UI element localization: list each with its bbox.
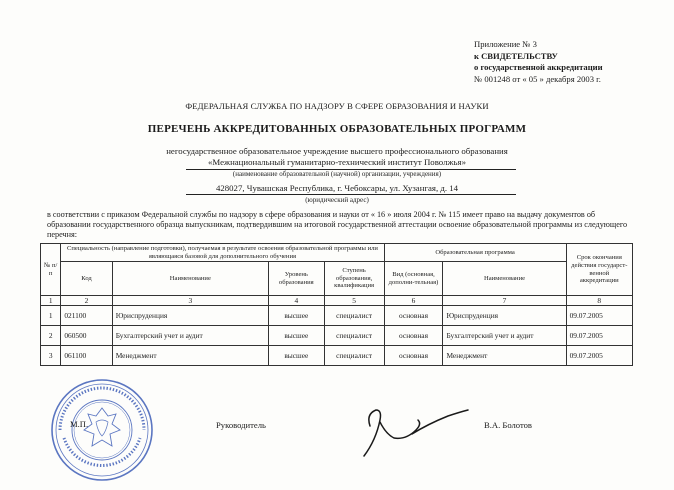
row-level: высшее: [268, 346, 324, 366]
row-degree: специалист: [324, 346, 384, 366]
appendix-block: [474, 39, 603, 85]
row-level: высшее: [268, 326, 324, 346]
header-level: Уровень образования: [268, 262, 324, 296]
row-level: высшее: [268, 306, 324, 326]
institution-block: [0, 146, 674, 168]
header-program-group: Образовательная программа: [384, 244, 566, 262]
institution-line-1: негосударственное образовательное учреждение высшего профессионального образования: [166, 146, 508, 156]
row-kind: основная: [384, 306, 443, 326]
seal-place-label: М.П.: [70, 419, 89, 429]
row-code: 060500: [61, 326, 112, 346]
appendix-line-3: о государственной аккредитации: [474, 62, 603, 72]
row-code: 021100: [61, 306, 112, 326]
agency-name: ФЕДЕРАЛЬНАЯ СЛУЖБА ПО НАДЗОРУ В СФЕРЕ ОБРАЗОВАНИЯ И НАУКИ: [185, 101, 489, 111]
column-number: 3: [112, 296, 268, 306]
column-number: 4: [268, 296, 324, 306]
appendix-line-1: Приложение № 3: [474, 39, 537, 49]
header-name: Наименование: [112, 262, 268, 296]
row-term: 09.07.2005: [566, 346, 632, 366]
row-program: Менеджмент: [443, 346, 566, 366]
row-number: 2: [41, 326, 61, 346]
table-row: [41, 346, 633, 366]
address-caption: (юридический адрес): [305, 196, 369, 204]
programs-table: [40, 243, 633, 366]
header-term: Срок окончания действия государст-венной аккредитации: [566, 244, 632, 296]
address-value: 428027, Чувашская Республика, г. Чебоксары, ул. Хузангая, д. 14: [215, 183, 459, 193]
institution-caption: (наименование образовательной (научной) организации, учреждения): [232, 170, 442, 178]
row-kind: основная: [384, 346, 443, 366]
handwritten-signature: [352, 400, 472, 462]
row-name: Менеджмент: [112, 346, 268, 366]
official-seal-stamp: [50, 378, 154, 482]
column-number: 8: [566, 296, 632, 306]
column-number: 6: [384, 296, 443, 306]
row-name: Юриспруденция: [112, 306, 268, 326]
row-degree: специалист: [324, 306, 384, 326]
header-program-name: Наименование: [443, 262, 566, 296]
address-underline: [186, 194, 516, 195]
institution-line-2: «Межнациональный гуманитарно-технический институт Поволжья»: [207, 157, 467, 167]
column-number: 1: [41, 296, 61, 306]
appendix-line-4: № 001248 от « 05 » декабря 2003 г.: [474, 73, 601, 84]
signer-name: В.А. Болотов: [484, 420, 532, 430]
row-degree: специалист: [324, 326, 384, 346]
header-code: Код: [61, 262, 112, 296]
row-program: Юриспруденция: [443, 306, 566, 326]
column-number: 7: [443, 296, 566, 306]
header-kind: Вид (основная, дополни-тельная): [384, 262, 443, 296]
header-specialty-group: Специальность (направление подготовки), получаемая в результате освоения образовательной программы или являющаяся базовой для дополнительного обучения: [61, 244, 384, 262]
row-term: 09.07.2005: [566, 306, 632, 326]
table-row: [41, 306, 633, 326]
column-number: 5: [324, 296, 384, 306]
header-degree: Ступень образования, квалификация: [324, 262, 384, 296]
head-label: Руководитель: [216, 420, 266, 430]
page-title: ПЕРЕЧЕНЬ АККРЕДИТОВАННЫХ ОБРАЗОВАТЕЛЬНЫХ ПРОГРАММ: [147, 123, 527, 135]
row-code: 061100: [61, 346, 112, 366]
appendix-line-2: к СВИДЕТЕЛЬСТВУ: [474, 50, 558, 61]
table-row: [41, 326, 633, 346]
header-number: № п/п: [41, 244, 61, 296]
row-program: Бухгалтерский учет и аудит: [443, 326, 566, 346]
row-number: 3: [41, 346, 61, 366]
column-number: 2: [61, 296, 112, 306]
row-name: Бухгалтерский учет и аудит: [112, 326, 268, 346]
row-kind: основная: [384, 326, 443, 346]
row-number: 1: [41, 306, 61, 326]
row-term: 09.07.2005: [566, 326, 632, 346]
order-paragraph: в соответствии с приказом Федеральной службы по надзору в сфере образования и науки от « 16 » июля 2004 г. № 115 имеет право на выдачу документов об образовании государственного образца выпускникам, подтвердившим на итоговой государственной аттестации освоение образовательной программы из следующего перечня:: [47, 210, 628, 239]
